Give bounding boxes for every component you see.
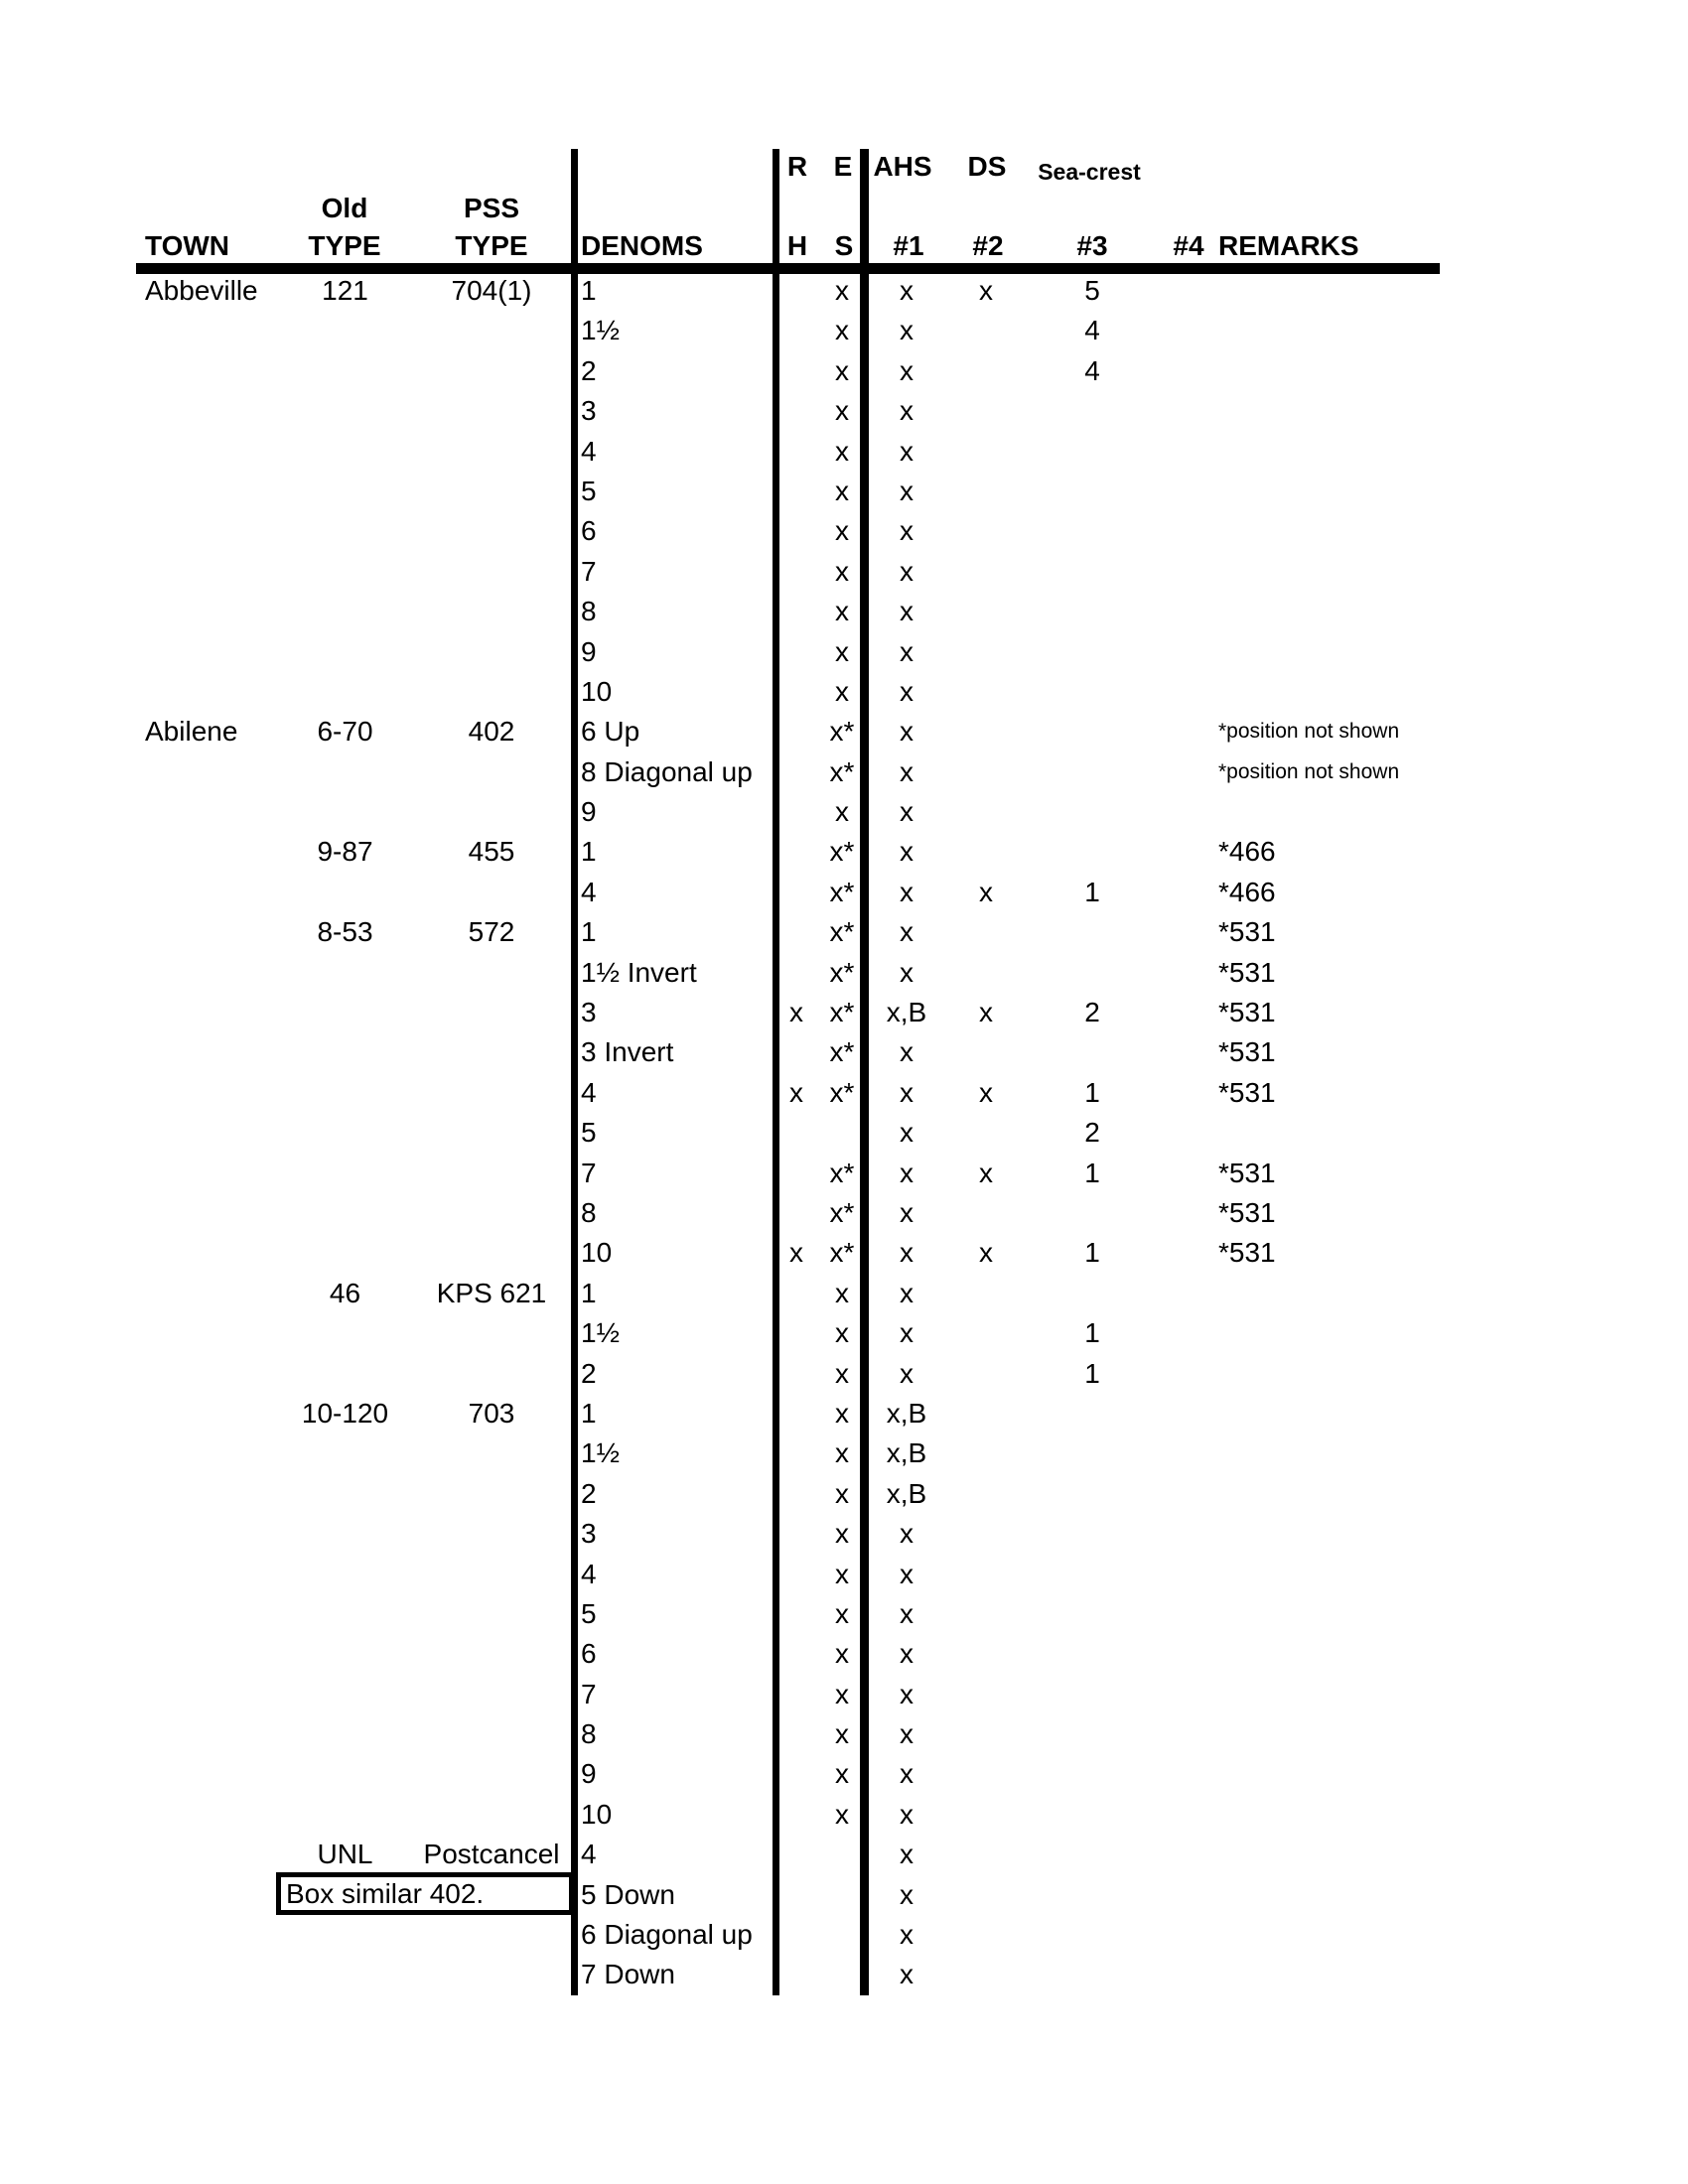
- col-header-num2: #2: [972, 230, 1004, 261]
- cell-s: x: [835, 1437, 849, 1469]
- cell-denom: 8: [581, 596, 597, 627]
- cell-s: x: [835, 475, 849, 506]
- col-header-old-type: TYPE: [308, 230, 381, 261]
- cell-denom: 6 Up: [581, 716, 640, 748]
- cell-remark: *position not shown: [1218, 759, 1400, 783]
- cell-c1: x: [900, 1157, 914, 1188]
- cell-denom: 9: [581, 635, 597, 667]
- cell-c1: x: [900, 555, 914, 587]
- table-row: [0, 1073, 1688, 1113]
- cell-remark: *531: [1218, 916, 1276, 948]
- cell-denom: 4: [581, 435, 597, 467]
- cell-denom: 10: [581, 675, 613, 707]
- cell-pss: 572: [468, 916, 515, 948]
- cell-pss: 402: [468, 716, 515, 748]
- cell-pss: KPS 621: [436, 1277, 547, 1308]
- col-header-num3: #3: [1076, 230, 1108, 261]
- cell-c1: x: [900, 395, 914, 427]
- table-row: [0, 953, 1688, 993]
- cell-pss: 703: [468, 1397, 515, 1429]
- cell-s: x: [835, 275, 849, 306]
- cell-c1: x: [900, 275, 914, 306]
- cell-denom: 9: [581, 1758, 597, 1790]
- cell-c2: x: [979, 1076, 993, 1108]
- cell-c1: x: [900, 515, 914, 547]
- cell-denom: 1: [581, 836, 597, 868]
- cell-c1: x: [900, 1678, 914, 1709]
- cell-remark: *531: [1218, 1196, 1276, 1228]
- cell-s: x*: [829, 1157, 855, 1188]
- cell-c1: x: [900, 354, 914, 386]
- cell-c3: 1: [1084, 1237, 1100, 1269]
- cell-s: x: [835, 596, 849, 627]
- table-row: [0, 1795, 1688, 1835]
- col-header-denoms: DENOMS: [581, 230, 703, 261]
- cell-s: x*: [829, 1076, 855, 1108]
- table-row: [0, 1514, 1688, 1554]
- cell-old: 6-70: [317, 716, 373, 748]
- cell-c1: x: [900, 1357, 914, 1389]
- col-header-e: E: [833, 151, 853, 182]
- table-row: [0, 1233, 1688, 1273]
- col-header-sea-crest: Sea-crest: [1038, 159, 1141, 185]
- cell-remark: *466: [1218, 836, 1276, 868]
- cell-c1: x: [900, 1518, 914, 1550]
- cell-s: x: [835, 395, 849, 427]
- cell-s: x*: [829, 716, 855, 748]
- table-row: [0, 351, 1688, 391]
- cell-denom: 4: [581, 876, 597, 907]
- cell-denom: 1½: [581, 315, 620, 346]
- cell-denom: 6: [581, 515, 597, 547]
- cell-s: x: [835, 555, 849, 587]
- cell-c3: 1: [1084, 1357, 1100, 1389]
- table-row: [0, 1714, 1688, 1754]
- cell-c1: x: [900, 1237, 914, 1269]
- cell-s: x: [835, 1558, 849, 1589]
- cell-remark: *531: [1218, 956, 1276, 988]
- cell-s: x: [835, 1638, 849, 1670]
- cell-s: x: [835, 1477, 849, 1509]
- table-row: [0, 792, 1688, 832]
- cell-s: x: [835, 675, 849, 707]
- table-row: [0, 1555, 1688, 1594]
- cell-c1: x: [900, 1196, 914, 1228]
- cell-c3: 1: [1084, 1076, 1100, 1108]
- cell-c3: 1: [1084, 1317, 1100, 1349]
- cell-old: 8-53: [317, 916, 373, 948]
- cell-s: x*: [829, 876, 855, 907]
- cell-c3: 1: [1084, 876, 1100, 907]
- cell-s: x*: [829, 916, 855, 948]
- cell-c3: 4: [1084, 315, 1100, 346]
- table-row: [0, 1193, 1688, 1233]
- cell-c1: x: [900, 1839, 914, 1870]
- table-row: [0, 1433, 1688, 1473]
- cell-denom: 4: [581, 1839, 597, 1870]
- cell-pss: Postcancel: [423, 1839, 560, 1870]
- table-row: [0, 1634, 1688, 1674]
- cell-s: x*: [829, 755, 855, 787]
- cell-denom: 4: [581, 1558, 597, 1589]
- table-row: [0, 391, 1688, 431]
- cell-c3: 4: [1084, 354, 1100, 386]
- cell-s: x*: [829, 1237, 855, 1269]
- cell-c1: x: [900, 755, 914, 787]
- cell-denom: 1: [581, 275, 597, 306]
- cell-c3: 2: [1084, 1117, 1100, 1149]
- cell-s: x*: [829, 997, 855, 1028]
- cell-c1: x,B: [886, 1397, 927, 1429]
- cell-c1: x: [900, 675, 914, 707]
- table-body: [0, 271, 1688, 1995]
- cell-c1: x: [900, 1597, 914, 1629]
- cell-denom: 5: [581, 475, 597, 506]
- cell-c2: x: [979, 275, 993, 306]
- cell-s: x: [835, 1597, 849, 1629]
- col-header-num4: #4: [1173, 230, 1204, 261]
- cell-c1: x: [900, 1076, 914, 1108]
- cell-denom: 1: [581, 916, 597, 948]
- cell-s: x: [835, 1357, 849, 1389]
- cell-c1: x,B: [886, 1477, 927, 1509]
- cell-c1: x: [900, 1558, 914, 1589]
- cell-denom: 3: [581, 997, 597, 1028]
- table-row: [0, 1474, 1688, 1514]
- cell-c1: x: [900, 1277, 914, 1308]
- cell-remark: *position not shown: [1218, 720, 1400, 744]
- cell-s: x: [835, 1518, 849, 1550]
- table-row: [0, 1354, 1688, 1394]
- cell-denom: 1½: [581, 1317, 620, 1349]
- table-row: [0, 832, 1688, 872]
- cell-denom: 6: [581, 1638, 597, 1670]
- cell-c1: x: [900, 956, 914, 988]
- table-row: [0, 472, 1688, 511]
- note-box-text: Box similar 402.: [286, 1877, 485, 1909]
- cell-s: x: [835, 354, 849, 386]
- table-row: [0, 1675, 1688, 1714]
- cell-h: x: [789, 1237, 803, 1269]
- col-header-h: H: [786, 230, 808, 261]
- table-row: [0, 511, 1688, 551]
- note-box: [276, 1872, 574, 1915]
- cell-c1: x: [900, 1919, 914, 1951]
- cell-denom: 8: [581, 1718, 597, 1750]
- col-header-s: S: [834, 230, 854, 261]
- table-row: [0, 672, 1688, 712]
- cell-c2: x: [979, 1237, 993, 1269]
- cell-denom: 9: [581, 796, 597, 828]
- cell-town: Abbeville: [145, 275, 258, 306]
- cell-c1: x,B: [886, 997, 927, 1028]
- table-row: [0, 311, 1688, 350]
- col-header-ahs: AHS: [873, 151, 932, 182]
- cell-c1: x: [900, 596, 914, 627]
- cell-pss: 704(1): [451, 275, 532, 306]
- cell-old: UNL: [317, 1839, 373, 1870]
- table-row: [0, 873, 1688, 912]
- table-row: [0, 752, 1688, 792]
- cell-old: 9-87: [317, 836, 373, 868]
- cell-denom: 3: [581, 1518, 597, 1550]
- cell-c1: x: [900, 1117, 914, 1149]
- cell-c1: x: [900, 315, 914, 346]
- table-row: [0, 1113, 1688, 1153]
- cell-denom: 5 Down: [581, 1878, 675, 1910]
- cell-remark: *531: [1218, 1036, 1276, 1068]
- cell-denom: 1: [581, 1277, 597, 1308]
- cell-c1: x: [900, 1959, 914, 1990]
- table-row: [0, 592, 1688, 631]
- col-header-num1: #1: [893, 230, 924, 261]
- table-row: [0, 1915, 1688, 1955]
- cell-s: x: [835, 1397, 849, 1429]
- cell-c1: x: [900, 1758, 914, 1790]
- cell-c2: x: [979, 997, 993, 1028]
- cell-town: Abilene: [145, 716, 238, 748]
- cell-denom: 3 Invert: [581, 1036, 674, 1068]
- cell-s: x*: [829, 1196, 855, 1228]
- cell-h: x: [789, 1076, 803, 1108]
- cell-c1: x: [900, 1798, 914, 1830]
- cell-s: x: [835, 515, 849, 547]
- cell-c3: 1: [1084, 1157, 1100, 1188]
- col-header-old: Old: [321, 193, 368, 223]
- cell-denom: 3: [581, 395, 597, 427]
- cell-denom: 6 Diagonal up: [581, 1919, 753, 1951]
- cell-s: x: [835, 1798, 849, 1830]
- cell-c1: x: [900, 836, 914, 868]
- cell-denom: 2: [581, 1357, 597, 1389]
- cell-old: 121: [322, 275, 368, 306]
- cell-c1: x: [900, 635, 914, 667]
- cell-c1: x: [900, 435, 914, 467]
- cell-h: x: [789, 997, 803, 1028]
- cell-denom: 5: [581, 1597, 597, 1629]
- cell-c1: x: [900, 716, 914, 748]
- col-header-pss: PSS: [463, 193, 520, 223]
- cell-c1: x: [900, 1036, 914, 1068]
- table-row: [0, 912, 1688, 952]
- cell-s: x: [835, 1678, 849, 1709]
- cell-s: x: [835, 1317, 849, 1349]
- cell-denom: 1: [581, 1397, 597, 1429]
- cell-pss: 455: [468, 836, 515, 868]
- cell-denom: 2: [581, 354, 597, 386]
- cell-c1: x: [900, 876, 914, 907]
- table-row: [0, 1875, 1688, 1915]
- cell-remark: *531: [1218, 1157, 1276, 1188]
- cell-c1: x: [900, 796, 914, 828]
- cell-denom: 7 Down: [581, 1959, 675, 1990]
- cell-denom: 1½ Invert: [581, 956, 697, 988]
- cell-c1: x,B: [886, 1437, 927, 1469]
- table-row: [0, 1955, 1688, 1994]
- cell-denom: 4: [581, 1076, 597, 1108]
- cell-denom: 8 Diagonal up: [581, 755, 753, 787]
- table-row: [0, 632, 1688, 672]
- cell-denom: 7: [581, 555, 597, 587]
- cell-s: x: [835, 1758, 849, 1790]
- cell-denom: 8: [581, 1196, 597, 1228]
- cell-remark: *466: [1218, 876, 1276, 907]
- cell-s: x*: [829, 956, 855, 988]
- cell-c2: x: [979, 1157, 993, 1188]
- cell-c1: x: [900, 1718, 914, 1750]
- cell-denom: 1½: [581, 1437, 620, 1469]
- col-header-r: R: [786, 151, 808, 182]
- cell-s: x: [835, 796, 849, 828]
- cell-c1: x: [900, 916, 914, 948]
- cell-s: x: [835, 1718, 849, 1750]
- cell-s: x: [835, 1277, 849, 1308]
- cell-c1: x: [900, 1878, 914, 1910]
- col-header-ds: DS: [967, 151, 1007, 182]
- col-header-town: TOWN: [145, 230, 230, 261]
- cell-denom: 5: [581, 1117, 597, 1149]
- cell-remark: *531: [1218, 1076, 1276, 1108]
- table-row: [0, 1154, 1688, 1193]
- cell-old: 10-120: [301, 1397, 389, 1429]
- cell-denom: 10: [581, 1237, 613, 1269]
- table-row: [0, 1594, 1688, 1634]
- cell-c2: x: [979, 876, 993, 907]
- cell-c3: 2: [1084, 997, 1100, 1028]
- cell-c1: x: [900, 475, 914, 506]
- cell-s: x: [835, 435, 849, 467]
- table-row: [0, 993, 1688, 1032]
- cell-c1: x: [900, 1317, 914, 1349]
- cell-denom: 2: [581, 1477, 597, 1509]
- cell-s: x: [835, 635, 849, 667]
- col-header-remarks: REMARKS: [1218, 230, 1359, 261]
- cell-denom: 7: [581, 1678, 597, 1709]
- table-row: [0, 552, 1688, 592]
- table-row: [0, 432, 1688, 472]
- table-row: [0, 712, 1688, 751]
- table-row: [0, 1032, 1688, 1072]
- table-row: [0, 1394, 1688, 1433]
- cell-denom: 10: [581, 1798, 613, 1830]
- cell-remark: *531: [1218, 1237, 1276, 1269]
- table-row: [0, 1835, 1688, 1874]
- table-row: [0, 1754, 1688, 1794]
- table-row: [0, 271, 1688, 311]
- table-row: [0, 1274, 1688, 1313]
- col-header-pss-type: TYPE: [455, 230, 528, 261]
- cell-c3: 5: [1084, 275, 1100, 306]
- cell-denom: 7: [581, 1157, 597, 1188]
- cell-s: x*: [829, 836, 855, 868]
- cell-c1: x: [900, 1638, 914, 1670]
- cell-s: x: [835, 315, 849, 346]
- table-row: [0, 1313, 1688, 1353]
- cell-remark: *531: [1218, 997, 1276, 1028]
- cell-s: x*: [829, 1036, 855, 1068]
- cell-old: 46: [329, 1277, 361, 1308]
